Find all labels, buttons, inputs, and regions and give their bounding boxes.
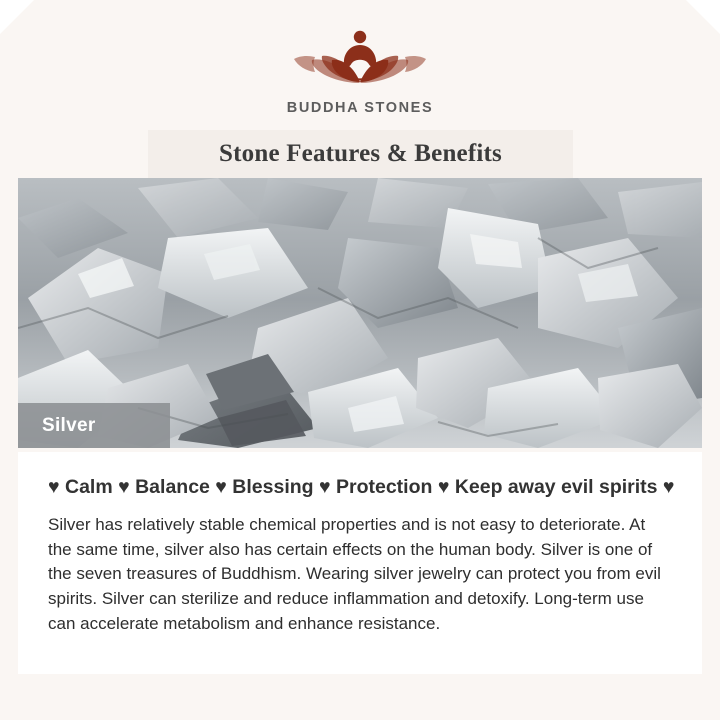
stone-description: Silver has relatively stable chemical properties and is not easy to deteriorate. At the same time, silver also has certain effects on the human body. Silver is one of the seven treasures of Buddhism. Wearing silver jewelry can protect you from evil spirits. Silver can sterilize and reduce inflammation and detoxify. Long-term use can accelerate metabolism and enhance resistance. xyxy=(48,515,661,633)
brand-name: BUDDHA STONES xyxy=(286,100,434,116)
section-title-band xyxy=(148,130,573,178)
content-card xyxy=(18,452,702,674)
brand-logo-area xyxy=(0,20,720,130)
page-title: Stone Features & Benefits xyxy=(219,140,502,167)
stone-name-tag xyxy=(18,403,170,448)
lotus-buddha-logo-icon xyxy=(275,20,445,98)
footer-strip xyxy=(0,674,720,720)
stone-name: Silver xyxy=(42,414,96,436)
benefit-keywords: ♥ Calm ♥ Balance ♥ Blessing ♥ Protection ♥ Keep away evil spirits ♥ xyxy=(48,476,675,498)
